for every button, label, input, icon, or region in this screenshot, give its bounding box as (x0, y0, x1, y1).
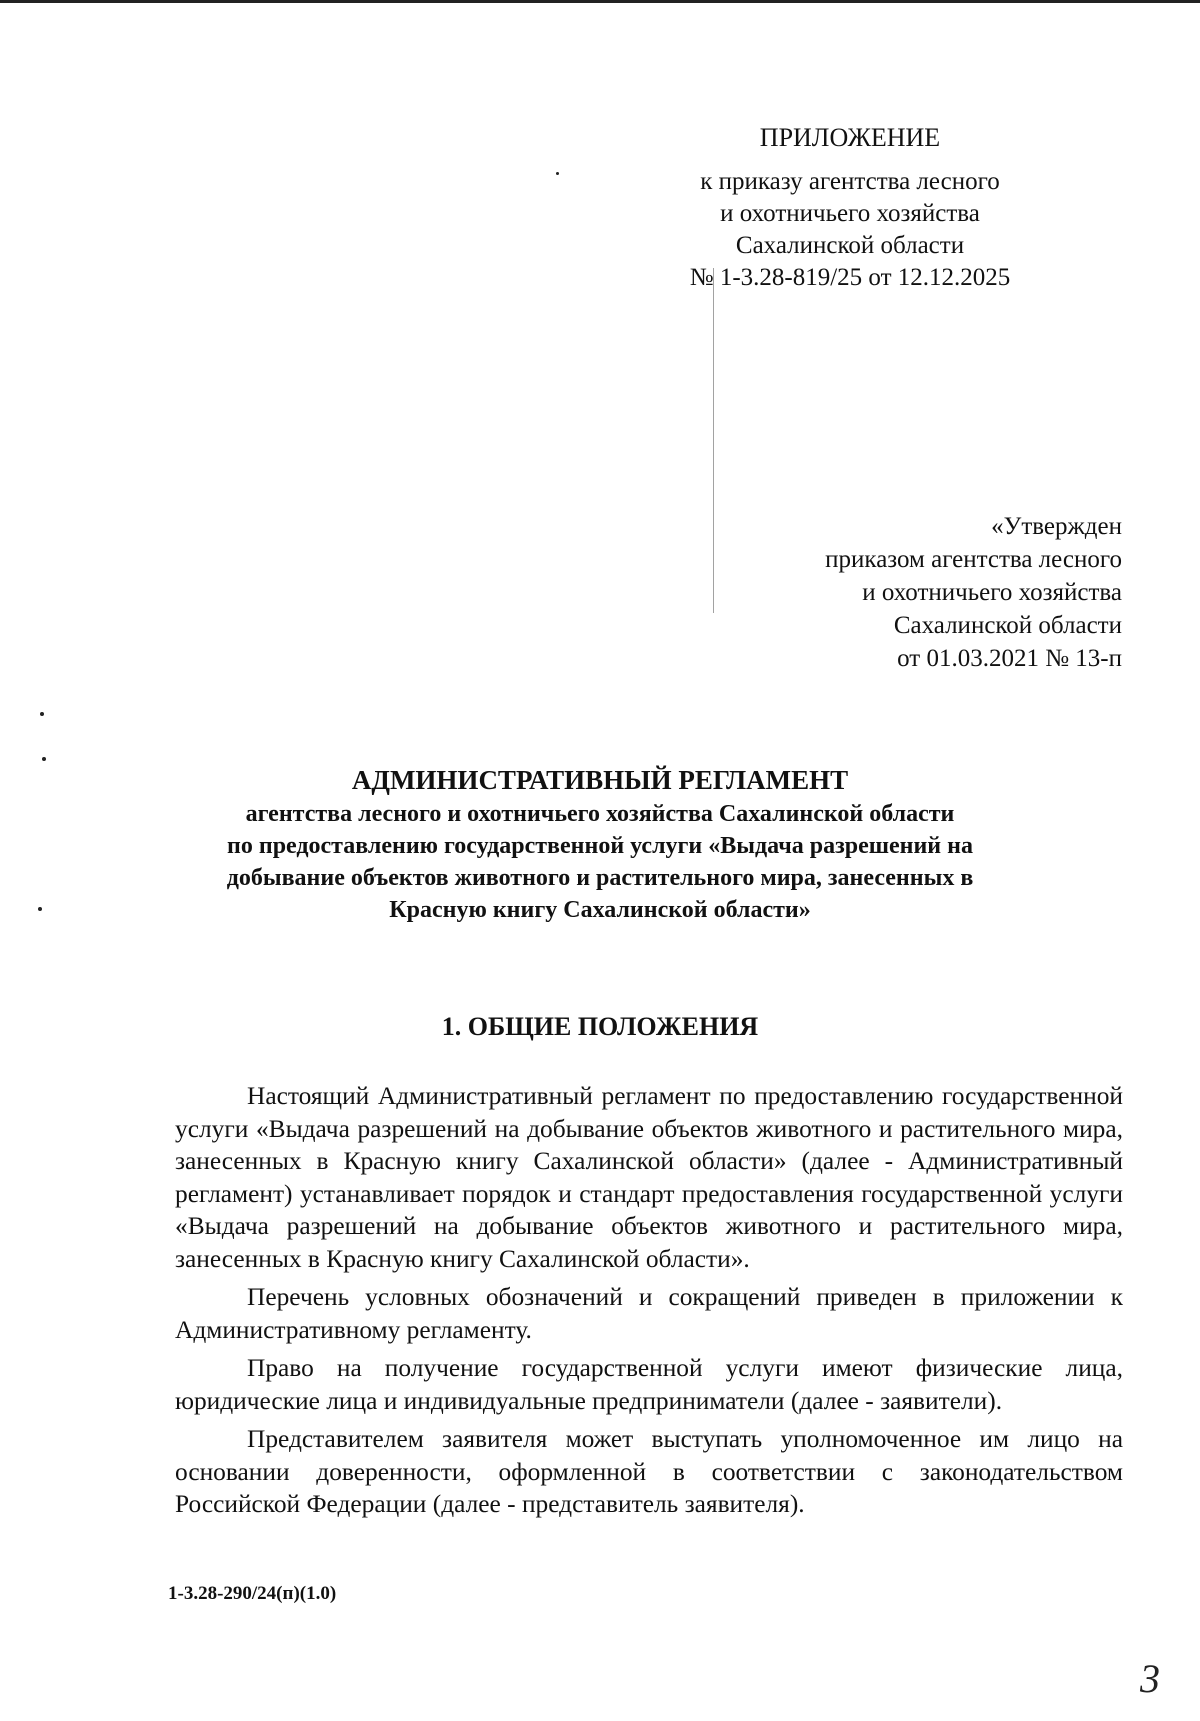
annex-line: № 1-3.28-819/25 от 12.12.2025 (689, 264, 1011, 291)
approval-line: от 01.03.2021 № 13-п (897, 645, 1122, 672)
approval-line: Сахалинской области (893, 612, 1122, 639)
annex-line: к приказу агентства лесного (700, 168, 1000, 195)
annex-line: и охотничьего хозяйства (720, 200, 980, 227)
scan-speck (38, 907, 42, 911)
body-paragraph: Представителем заявителя может выступать уполномоченное им лицо на основании доверенности, оформленной в соответствии с законодательством Российской Федерации (далее - представитель заявителя). (175, 1425, 1123, 1518)
body-paragraph: Перечень условных обозначений и сокращений приведен в приложении к Административному регламенту. (175, 1283, 1123, 1344)
approval-stamp-block (642, 510, 1122, 675)
annex-block (640, 122, 1060, 294)
section-heading: 1. ОБЩИЕ ПОЛОЖЕНИЯ (441, 1012, 759, 1041)
document-title-block (150, 762, 1050, 926)
document-subtitle-line: добывание объектов животного и растительного мира, занесенных в (226, 865, 974, 891)
page-number-mark: 3 (1140, 1656, 1160, 1701)
annex-heading: ПРИЛОЖЕНИЕ (759, 123, 941, 152)
document-subtitle-line: по предоставлению государственной услуги «Выдача разрешений на (227, 833, 973, 859)
document-subtitle-line: агентства лесного и охотничьего хозяйства Сахалинской области (245, 801, 955, 827)
section-body (175, 1080, 1123, 1527)
scan-speck (42, 757, 46, 761)
annex-line: Сахалинской области (735, 232, 965, 259)
body-paragraph: Настоящий Административный регламент по предоставлению государственной услуги «Выдача разрешений на добывание объектов животного и растительного мира, занесенных в Красную книгу Сахалинской области» (далее - Административный регламент) устанавливает порядок и стандарт предоставления государственной услуги «Выдача разрешений на добывание объектов животного и растительного мира, занесенных в Красную книгу Сахалинской области». (175, 1082, 1123, 1273)
approval-line: и охотничьего хозяйства (862, 579, 1122, 606)
approval-line: приказом агентства лесного (825, 546, 1122, 573)
scan-speck (556, 172, 559, 175)
body-paragraph: Право на получение государственной услуги имеют физические лица, юридические лица и индивидуальные предприниматели (далее - заявители). (175, 1354, 1123, 1415)
scan-top-edge (0, 0, 1200, 3)
document-code: 1-3.28-290/24(п)(1.0) (168, 1583, 337, 1604)
approval-line: «Утвержден (991, 513, 1122, 540)
document-subtitle-line: Красную книгу Сахалинской области» (389, 897, 811, 923)
scan-speck (40, 712, 44, 716)
document-title: АДМИНИСТРАТИВНЫЙ РЕГЛАМЕНТ (351, 765, 849, 795)
